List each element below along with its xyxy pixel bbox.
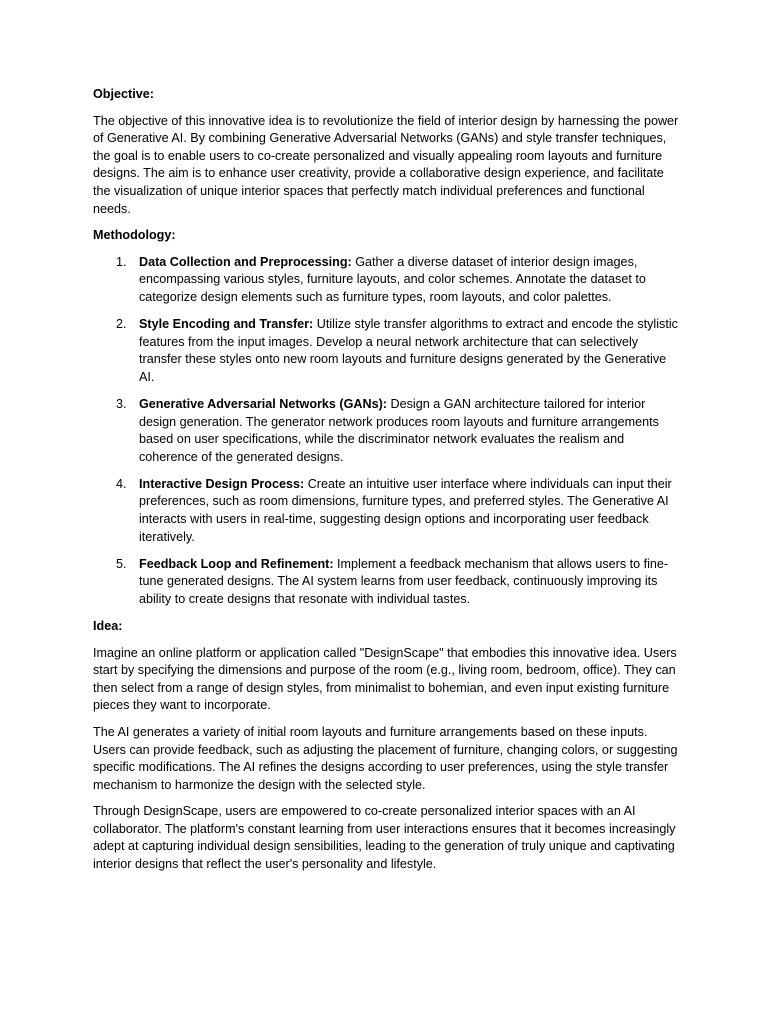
idea-heading: Idea: bbox=[93, 618, 123, 633]
objective-paragraph: The objective of this innovative idea is to revolutionize the field of interior design by harnessing the power of Generative AI. By combining Generative Adversarial Networks (GANs) and style transfer techniques, the goal is to enable users to co-create personalized and visually appealing room layouts and furniture designs. The aim is to enhance user creativity, provide a collaborative design experience, and facilitate the visualization of unique interior spaces that perfectly match individual preferences and functional needs. bbox=[93, 113, 679, 216]
methodology-heading: Methodology: bbox=[93, 228, 176, 243]
idea-paragraph: Imagine an online platform or application called "DesignScape" that embodies this innovative idea. Users start by specifying the dimensions and purpose of the room (e.g., living room, bedroom, office). They can then select from a range of design styles, from minimalist to bohemian, and even input existing furniture pieces they want to incorporate. bbox=[93, 645, 677, 713]
list-item-number: 2. bbox=[116, 317, 127, 332]
idea-paragraph: Through DesignScape, users are empowered to co-create personalized interior spaces with an AI collaborator. The platform's constant learning from user interactions ensures that it becomes increasingly adept at capturing individual design sensibilities, leading to the generation of truly unique and captivating interior designs that reflect the user's personality and lifestyle. bbox=[93, 804, 676, 872]
list-item-text: Gather a diverse dataset of interior design images, encompassing various styles, furniture layouts, and color schemes. Annotate the dataset to categorize design elements such as furniture types, room layouts, and color palettes. bbox=[139, 254, 646, 304]
objective-heading: Objective: bbox=[93, 87, 154, 101]
list-item-text: Utilize style transfer algorithms to extract and encode the stylistic features from the input images. Develop a neural network architecture that can selectively transfer these styles onto new room layouts and furniture designs generated by the Generative AI. bbox=[139, 317, 678, 384]
list-item-text: Design a GAN architecture tailored for interior design generation. The generator network produces room layouts and furniture arrangements based on user specifications, while the discriminator network evaluates the realism and coherence of the generated designs. bbox=[139, 396, 659, 464]
methodology-item bbox=[93, 316, 681, 386]
methodology-item bbox=[93, 476, 681, 546]
list-item-title: Style Encoding and Transfer: bbox=[139, 317, 317, 332]
methodology-item bbox=[93, 254, 681, 307]
list-item-title: Feedback Loop and Refinement: bbox=[139, 556, 338, 571]
list-item-number: 5. bbox=[116, 556, 127, 571]
list-item-number: 4. bbox=[116, 476, 127, 491]
list-item-title: Data Collection and Preprocessing: bbox=[139, 254, 356, 269]
methodology-list bbox=[93, 254, 681, 609]
list-item-number: 3. bbox=[116, 396, 127, 411]
list-item-number: 1. bbox=[116, 254, 127, 269]
list-item-text: Implement a feedback mechanism that allows users to fine-tune generated designs. The AI system learns from user feedback, continuously improving its ability to create designs that resonate with individual tastes. bbox=[139, 556, 669, 606]
methodology-item bbox=[93, 556, 681, 609]
idea-paragraph: The AI generates a variety of initial room layouts and furniture arrangements based on these inputs. Users can provide feedback, such as adjusting the placement of furniture, changing colors, or suggesting specific modifications. The AI refines the designs according to user preferences, using the style transfer mechanism to harmonize the design with the selected style. bbox=[93, 724, 678, 792]
methodology-item bbox=[93, 396, 681, 466]
document-page bbox=[93, 86, 681, 883]
list-item-title: Generative Adversarial Networks (GANs): bbox=[139, 396, 391, 411]
list-item-title: Interactive Design Process: bbox=[139, 476, 308, 491]
list-item-text: Create an intuitive user interface where individuals can input their preferences, such as room dimensions, furniture types, and preferred styles. The Generative AI interacts with users in real-time, suggesting design options and incorporating user feedback iteratively. bbox=[139, 476, 672, 544]
